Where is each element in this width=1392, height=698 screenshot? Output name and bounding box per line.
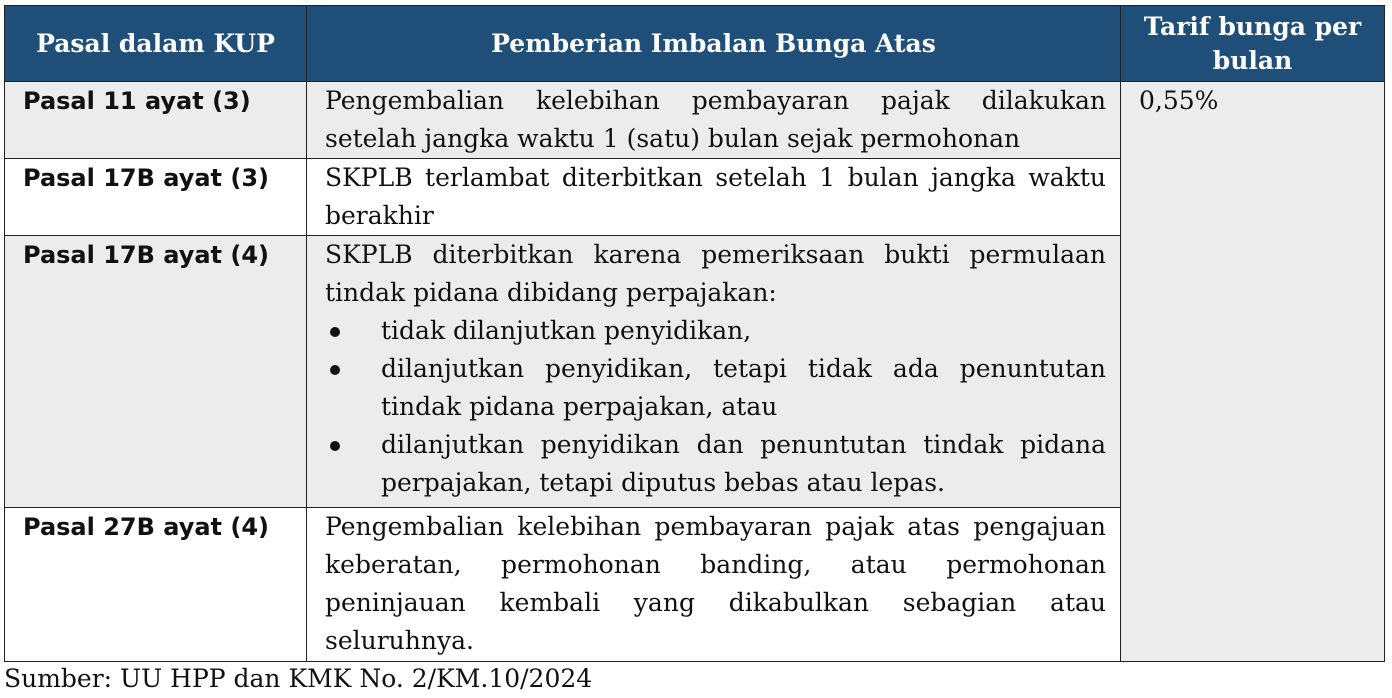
pasal-cell: Pasal 17B ayat (4)	[5, 236, 307, 508]
tarif-cell: 0,55%	[1121, 82, 1385, 662]
header-row	[5, 6, 1385, 82]
bullet-list	[325, 312, 1106, 502]
description-cell	[307, 236, 1121, 508]
bullet-item: dilanjutkan penyidikan dan penuntutan tindak pidana perpajakan, tetapi diputus bebas atau lepas.	[325, 426, 1106, 502]
source-note: Sumber: UU HPP dan KMK No. 2/KM.10/2024	[4, 664, 593, 693]
header-pasal: Pasal dalam KUP	[5, 6, 307, 82]
imbalan-bunga-table	[4, 5, 1385, 662]
pasal-cell: Pasal 11 ayat (3)	[5, 82, 307, 159]
pasal-cell: Pasal 17B ayat (3)	[5, 159, 307, 236]
bullet-item: tidak dilanjutkan penyidikan,	[325, 312, 1106, 350]
header-pemberian: Pemberian Imbalan Bunga Atas	[307, 6, 1121, 82]
table-row	[5, 82, 1385, 159]
bullet-item: dilanjutkan penyidikan, tetapi tidak ada penuntutan tindak pidana perpajakan, atau	[325, 350, 1106, 426]
pasal-cell: Pasal 27B ayat (4)	[5, 508, 307, 662]
description-cell: Pengembalian kelebihan pembayaran pajak dilakukan setelah jangka waktu 1 (satu) bulan sejak permohonan	[307, 82, 1121, 159]
description-intro: SKPLB diterbitkan karena pemeriksaan bukti permulaan tindak pidana dibidang perpajakan:	[325, 240, 1106, 307]
header-tarif: Tarif bunga per bulan	[1121, 6, 1385, 82]
description-cell: SKPLB terlambat diterbitkan setelah 1 bulan jangka waktu berakhir	[307, 159, 1121, 236]
description-cell: Pengembalian kelebihan pembayaran pajak atas pengajuan keberatan, permohonan banding, atau permohonan peninjauan kembali yang dikabulkan sebagian atau seluruhnya.	[307, 508, 1121, 662]
